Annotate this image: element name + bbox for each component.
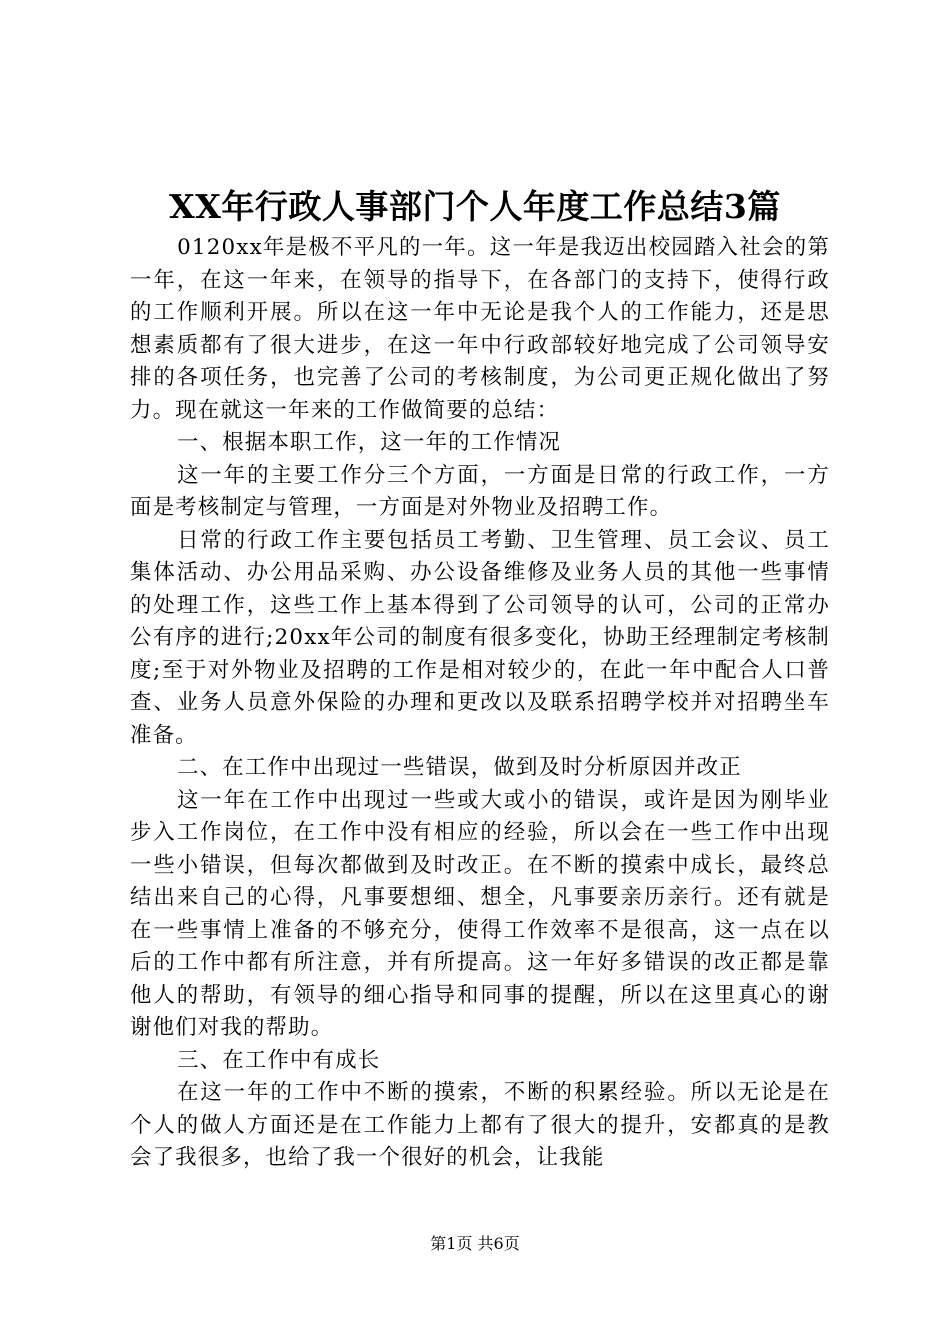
paragraph-daily-admin: 日常的行政工作主要包括员工考勤、卫生管理、员工会议、员工集体活动、办公用品采购、办公设备维修及业务人员的其他一些事情的处理工作，这些工作上基本得到了公司领导的认可，公司的正常办公有序的进行;20xx年公司的制度有很多变化，协助王经理制定考核制度;至于对外物业及招聘的工作是相对较少的，在此一年中配合人口普查、业务人员意外保险的办理和更改以及联系招聘学校并对招聘坐车准备。 [130,527,830,748]
paragraph-intro: 0120xx年是极不平凡的一年。这一年是我迈出校园踏入社会的第一年，在这一年来，在领导的指导下，在各部门的支持下，使得行政的工作顺利开展。所以在这一年中无论是我个人的工作能力，还是思想素质都有了很大进步，在这一年中行政部较好地完成了公司领导安排的各项任务，也完善了公司的考核制度，为公司更正规化做出了努力。现在就这一年来的工作做简要的总结： [130,235,830,423]
section-heading-2: 二、在工作中出现过一些错误，做到及时分析原因并改正 [177,755,742,780]
paragraph-growth: 在这一年的工作中不断的摸索，不断的积累经验。所以无论是在个人的做人方面还是在工作能力上都有了很大的提升，安都真的是教会了我很多，也给了我一个很好的机会，让我能 [130,1080,830,1170]
paragraph-mistakes: 这一年在工作中出现过一些或大或小的错误，或许是因为刚毕业步入工作岗位，在工作中没有相应的经验，所以会在一些工作中出现一些小错误，但每次都做到及时改正。在不断的摸索中成长，最终总结出来自己的心得，凡事要想细、想全，凡事要亲历亲行。还有就是在一些事情上准备的不够充分，使得工作效率不是很高，这一点在以后的工作中都有所注意，并有所提高。这一年好多错误的改正都是靠他人的帮助，有领导的细心指导和同事的提醒，所以在这里真心的谢谢他们对我的帮助。 [130,787,830,1040]
page-number-footer: 第1页 共6页 [430,1234,520,1253]
section-heading-3: 三、在工作中有成长 [177,1047,381,1073]
section-heading-1: 一、根据本职工作，这一年的工作情况 [177,430,562,455]
paragraph-work-overview: 这一年的主要工作分三个方面，一方面是日常的行政工作，一方面是考核制定与管理，一方面是对外物业及招聘工作。 [130,462,830,520]
document-title: XX年行政人事部门个人年度工作总结3篇 [169,187,781,226]
document-body [130,232,830,1175]
